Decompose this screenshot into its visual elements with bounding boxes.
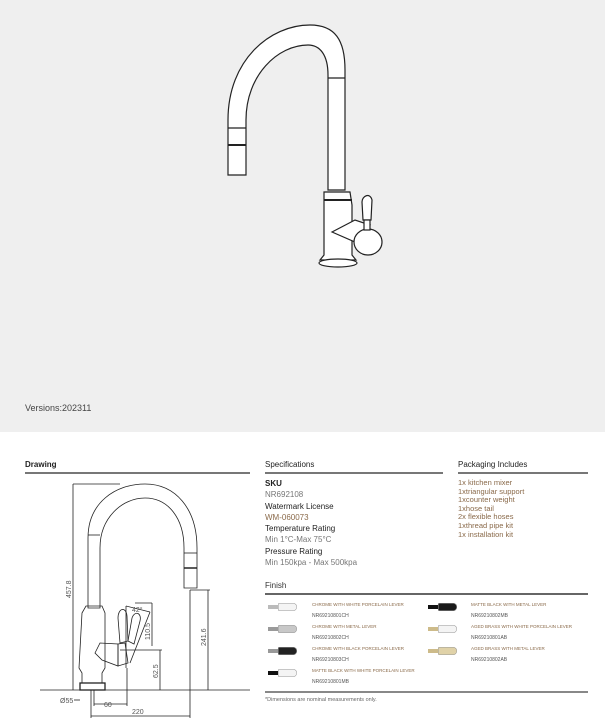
spec-label: Watermark License (265, 502, 334, 511)
spec-label: Pressure Rating (265, 547, 323, 556)
finish-code: NR69210802CH (312, 635, 349, 641)
finish-swatch (268, 669, 298, 677)
dim-body-height: 62.5 (153, 664, 160, 678)
finish-name: CHROME WITH METAL LEVER (312, 624, 377, 629)
footnote: *Dimensions are nominal measurements only. (265, 697, 377, 703)
swatch-lever (278, 603, 297, 611)
spec-watermark (265, 502, 334, 522)
finish-item (471, 602, 546, 619)
spec-value: Min 1°C-Max 75°C (265, 535, 332, 544)
packaging-item: 1x kitchen mixer (458, 478, 513, 487)
dim-height: 457.8 (66, 580, 73, 598)
finish-divider (265, 593, 588, 595)
finish-swatch (268, 625, 298, 633)
finish-code: NR69210802MB (471, 613, 508, 619)
finish-code: NR69210801MB (312, 679, 349, 685)
spec-value: Min 150kpa - Max 500kpa (265, 558, 358, 567)
dimension-drawing (40, 478, 250, 718)
finish-item (312, 624, 377, 641)
finish-item (471, 646, 545, 663)
finish-code: NR69210801AB (471, 635, 508, 641)
swatch-lever (438, 603, 457, 611)
specifications-heading: Specifications (265, 460, 443, 474)
dim-lever-height: 110.5 (145, 623, 152, 640)
finish-heading: Finish (265, 581, 287, 590)
spec-label: Temperature Rating (265, 524, 336, 533)
finish-swatch (428, 647, 458, 655)
packaging-item: 1xtriangular support (458, 486, 525, 496)
spec-value: WM-060073 (265, 513, 309, 522)
finish-code: NR69210803CH (312, 657, 349, 663)
product-illustration (200, 20, 400, 280)
version-label: Versions:202311 (25, 403, 92, 413)
swatch-lever (278, 669, 297, 677)
finish-code: NR69210801CH (312, 613, 349, 619)
swatch-lever (278, 647, 297, 655)
dim-base-diameter: Ø55 (60, 698, 74, 705)
finish-name: CHROME WITH BLACK PORCELAIN LEVER (312, 646, 405, 651)
swatch-lever (438, 647, 457, 655)
finish-swatch (428, 625, 458, 633)
packaging-list (458, 479, 524, 539)
packaging-item: 2x flexible hoses (458, 512, 514, 522)
finish-name: AGED BRASS WITH WHITE PORCELAIN LEVER (471, 624, 573, 629)
packaging-heading: Packaging Includes (458, 460, 588, 474)
swatch-lever (438, 625, 457, 633)
spec-temperature (265, 524, 335, 544)
packaging-item: 1xhose tail (458, 503, 494, 513)
spec-sku (265, 479, 303, 499)
finish-swatch (428, 603, 458, 611)
finish-code: NR69210802AB (471, 657, 508, 663)
footnote-divider (265, 691, 588, 693)
packaging-item: 1xcounter weight (458, 495, 515, 505)
dim-spout-height: 241.6 (201, 628, 208, 646)
swatch-lever (278, 625, 297, 633)
finish-item (312, 646, 404, 663)
finish-swatch (268, 603, 298, 611)
dim-lever-reach: 60 (104, 702, 112, 709)
finish-item (471, 624, 572, 641)
dim-spout-reach: 220 (132, 709, 144, 716)
finish-name: MATTE BLACK WITH WHITE PORCELAIN LEVER (312, 668, 415, 673)
finish-swatch (268, 647, 298, 655)
spec-label: SKU (265, 479, 282, 488)
packaging-item: 1xthread pipe kit (458, 520, 514, 530)
finish-item (312, 668, 415, 685)
finish-name: CHROME WITH WHITE PORCELAIN LEVER (312, 602, 404, 607)
finish-name: MATTE BLACK WITH METAL LEVER (471, 602, 547, 607)
packaging-item: 1x installation kit (458, 529, 514, 539)
spec-pressure (265, 547, 357, 567)
finish-item (312, 602, 404, 619)
dim-lever-angle: 42° (132, 607, 143, 614)
spec-value: NR692108 (265, 490, 304, 499)
finish-name: AGED BRASS WITH METAL LEVER (471, 646, 545, 651)
drawing-heading: Drawing (25, 460, 250, 474)
